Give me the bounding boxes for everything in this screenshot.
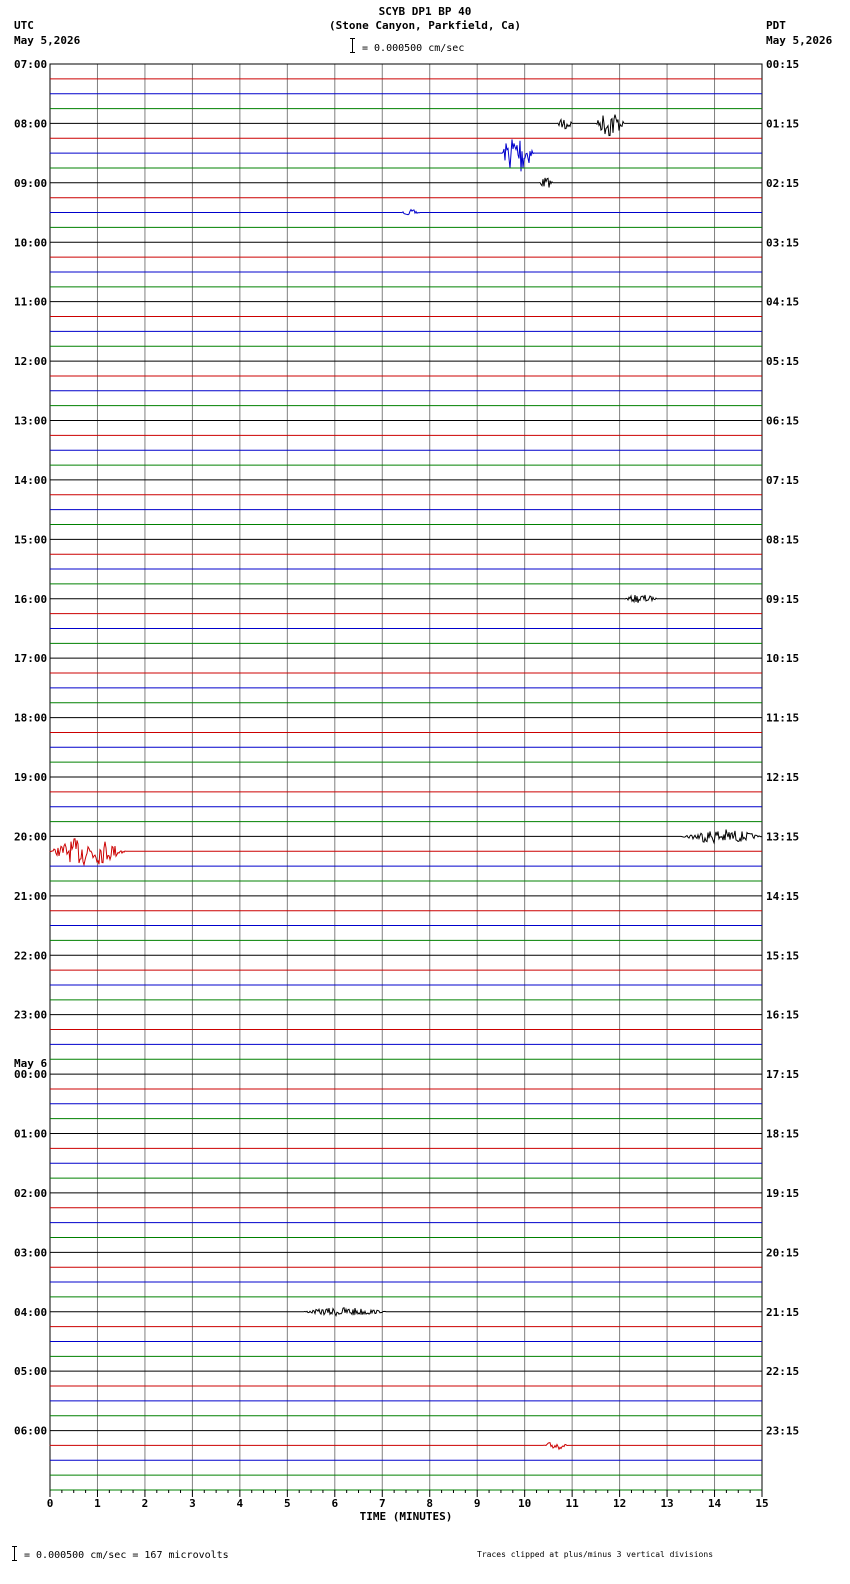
x-axis-label: TIME (MINUTES) <box>359 1510 453 1523</box>
left-timezone: UTC <box>14 19 34 32</box>
pdt-hour-label: 10:15 <box>766 652 800 666</box>
scale-label: = 0.000500 cm/sec <box>362 43 465 54</box>
utc-hour-label: 09:00 <box>14 176 48 190</box>
date-change-label: May 6 <box>14 1057 48 1071</box>
pdt-hour-label: 15:15 <box>766 949 800 963</box>
utc-hour-label: 05:00 <box>14 1365 48 1379</box>
x-tick-label: 7 <box>378 1497 386 1510</box>
clip-note: Traces clipped at plus/minus 3 vertical divisions <box>477 1550 714 1559</box>
x-tick-label: 8 <box>426 1497 434 1510</box>
pdt-hour-label: 23:15 <box>766 1424 800 1438</box>
utc-hour-label: 03:00 <box>14 1246 48 1260</box>
pdt-hour-label: 19:15 <box>766 1186 800 1200</box>
x-tick-label: 6 <box>331 1497 339 1510</box>
utc-hour-label: 18:00 <box>14 711 48 725</box>
trace-signal <box>50 595 762 603</box>
utc-hour-label: 16:00 <box>14 592 48 606</box>
trace-signal <box>50 139 762 171</box>
pdt-hour-label: 07:15 <box>766 473 800 487</box>
trace-signal <box>50 115 762 136</box>
utc-hour-label: 22:00 <box>14 949 48 963</box>
x-tick-label: 4 <box>236 1497 244 1510</box>
trace-signal <box>50 210 762 215</box>
utc-hour-label: 08:00 <box>14 117 48 131</box>
x-tick-label: 5 <box>284 1497 291 1510</box>
x-tick-label: 3 <box>189 1497 196 1510</box>
pdt-hour-label: 14:15 <box>766 889 800 903</box>
pdt-hour-label: 20:15 <box>766 1246 800 1260</box>
pdt-hour-label: 06:15 <box>766 414 800 428</box>
pdt-hour-label: 13:15 <box>766 830 800 844</box>
x-tick-label: 15 <box>755 1497 769 1510</box>
utc-hour-label: 15:00 <box>14 533 48 547</box>
utc-hour-label: 00:00 <box>14 1068 48 1082</box>
utc-hour-label: 23:00 <box>14 1008 48 1022</box>
footer-scale-icon <box>14 1546 15 1561</box>
x-tick-label: 2 <box>141 1497 149 1510</box>
pdt-hour-label: 08:15 <box>766 533 800 547</box>
utc-hour-label: 12:00 <box>14 355 48 369</box>
pdt-hour-label: 01:15 <box>766 117 800 131</box>
utc-hour-label: 04:00 <box>14 1305 48 1319</box>
x-tick-label: 11 <box>565 1497 579 1510</box>
utc-hour-label: 10:00 <box>14 236 48 250</box>
trace-signal <box>50 839 762 865</box>
trace-signal <box>50 1443 762 1450</box>
chart-subtitle: (Stone Canyon, Parkfield, Ca) <box>328 19 522 32</box>
utc-hour-label: 01:00 <box>14 1127 48 1141</box>
x-tick-label: 10 <box>518 1497 532 1510</box>
pdt-hour-label: 11:15 <box>766 711 800 725</box>
x-tick-label: 0 <box>46 1497 54 1510</box>
x-tick-label: 14 <box>707 1497 722 1510</box>
pdt-hour-label: 02:15 <box>766 176 800 190</box>
utc-hour-label: 13:00 <box>14 414 48 428</box>
utc-hour-label: 19:00 <box>14 771 48 784</box>
pdt-hour-label: 21:15 <box>766 1305 800 1319</box>
trace-signal <box>50 1308 762 1316</box>
footer-scale-text: = 0.000500 cm/sec = 167 microvolts <box>24 1550 229 1561</box>
pdt-hour-label: 18:15 <box>766 1127 800 1141</box>
trace-signal <box>50 830 762 843</box>
x-tick-label: 12 <box>612 1497 627 1510</box>
utc-hour-label: 17:00 <box>14 652 48 666</box>
pdt-hour-label: 16:15 <box>766 1008 800 1022</box>
utc-hour-label: 14:00 <box>14 473 48 487</box>
right-timezone: PDT <box>766 19 786 32</box>
utc-hour-label: 02:00 <box>14 1186 48 1200</box>
pdt-hour-label: 00:15 <box>766 58 800 71</box>
pdt-hour-label: 22:15 <box>766 1365 800 1379</box>
left-date: May 5,2026 <box>14 34 81 47</box>
x-tick-label: 13 <box>660 1497 674 1510</box>
pdt-hour-label: 04:15 <box>766 295 800 309</box>
pdt-hour-label: 17:15 <box>766 1068 800 1082</box>
utc-hour-label: 07:00 <box>14 58 48 71</box>
pdt-hour-label: 05:15 <box>766 355 800 369</box>
pdt-hour-label: 03:15 <box>766 236 800 250</box>
utc-hour-label: 11:00 <box>14 295 48 309</box>
x-tick-label: 1 <box>94 1497 101 1510</box>
utc-hour-label: 20:00 <box>14 830 48 844</box>
pdt-hour-label: 09:15 <box>766 592 800 606</box>
chart-title: SCYB DP1 BP 40 <box>378 5 472 18</box>
utc-hour-label: 06:00 <box>14 1424 48 1438</box>
pdt-hour-label: 12:15 <box>766 771 800 784</box>
utc-hour-label: 21:00 <box>14 889 48 903</box>
trace-signal <box>50 178 762 188</box>
x-tick-label: 9 <box>473 1497 481 1510</box>
right-date: May 5,2026 <box>766 34 833 47</box>
